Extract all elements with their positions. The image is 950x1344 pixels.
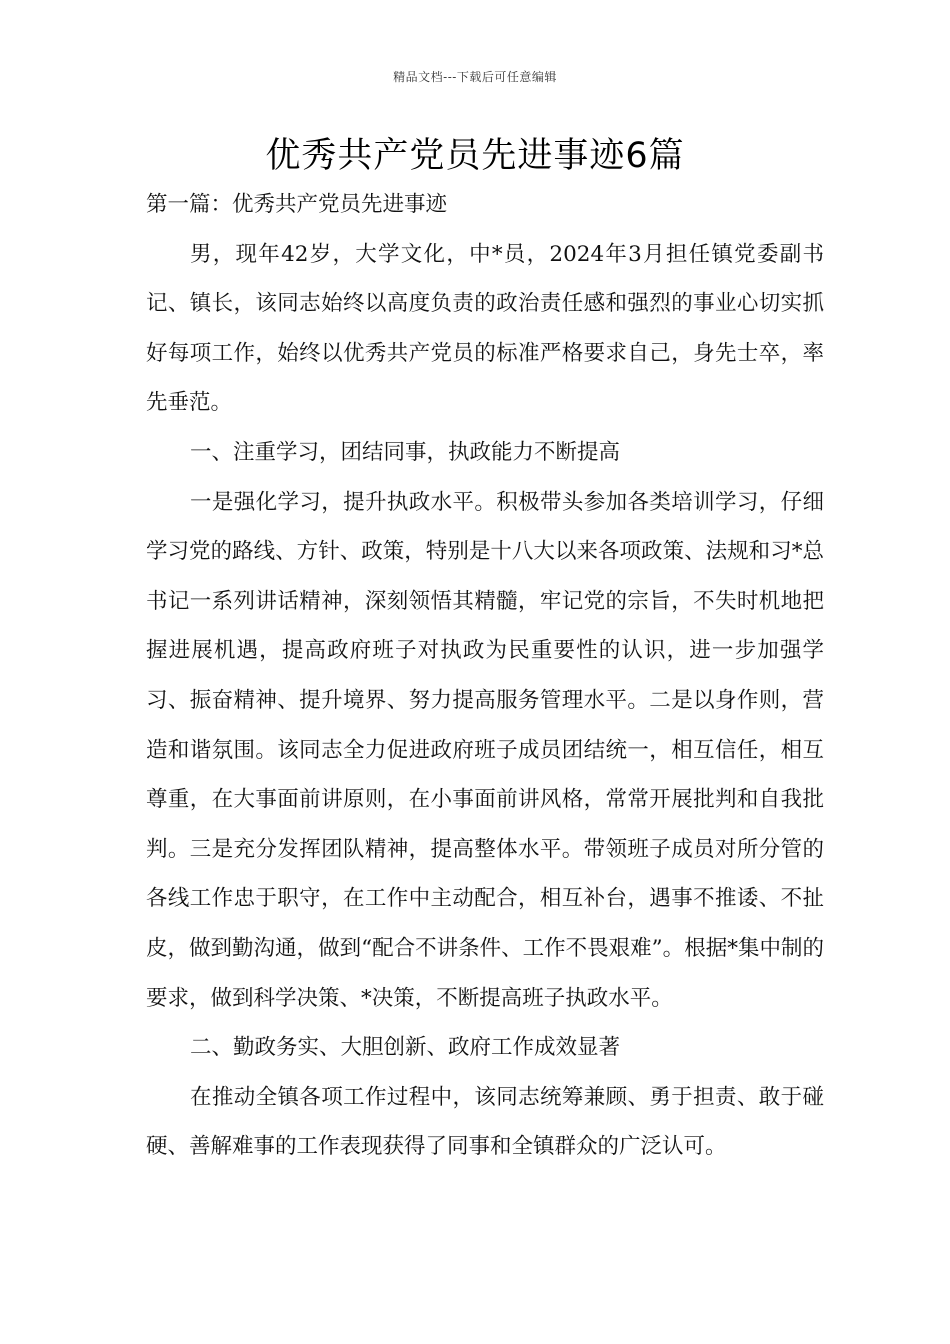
heading-part-two: 二、勤政务实、大胆创新、政府工作成效显著 (190, 1035, 621, 1061)
paragraph-intro: 男，现年42岁，大学文化，中*员，2024年3月担任镇党委副书记、镇长，该同志始终以高度负责的政治责任感和强烈的事业心切实抓好每项工作，始终以优秀共产党员的标准严格要求自己，身先士卒，率先垂范。 (146, 241, 824, 416)
document-body (146, 180, 824, 1172)
paragraph-part-one: 一是强化学习，提升执政水平。积极带头参加各类培训学习，仔细学习党的路线、方针、政策，特别是十八大以来各项政策、法规和习*总书记一系列讲话精神，深刻领悟其精髓，牢记党的宗旨，不失时机地把握进展机遇，提高政府班子对执政为民重要性的认识，进一步加强学习、振奋精神、提升境界、努力提高服务管理水平。二是以身作则，营造和谐氛围。该同志全力促进政府班子成员团结统一，相互信任，相互尊重，在大事面前讲原则，在小事面前讲风格，常常开展批判和自我批判。三是充分发挥团队精神，提高整体水平。带领班子成员对所分管的各线工作忠于职守，在工作中主动配合，相互补台，遇事不推诿、不扯皮，做到勤沟通，做到“配合不讲条件、工作不畏艰难”。根据*集中制的要求，做到科学决策、*决策，不断提高班子执政水平。 (146, 489, 824, 1011)
heading-part-one: 一、注重学习，团结同事，执政能力不断提高 (190, 439, 621, 465)
document-title: 优秀共产党员先进事迹6篇 (265, 136, 685, 176)
paragraph-part-two: 在推动全镇各项工作过程中，该同志统筹兼顾、勇于担责、敢于碰硬、善解难事的工作表现获得了同事和全镇群众的广泛认可。 (146, 1084, 824, 1160)
header-note: 精品文档---下载后可任意编辑 (393, 70, 557, 84)
section-title: 第一篇：优秀共产党员先进事迹 (146, 192, 448, 217)
